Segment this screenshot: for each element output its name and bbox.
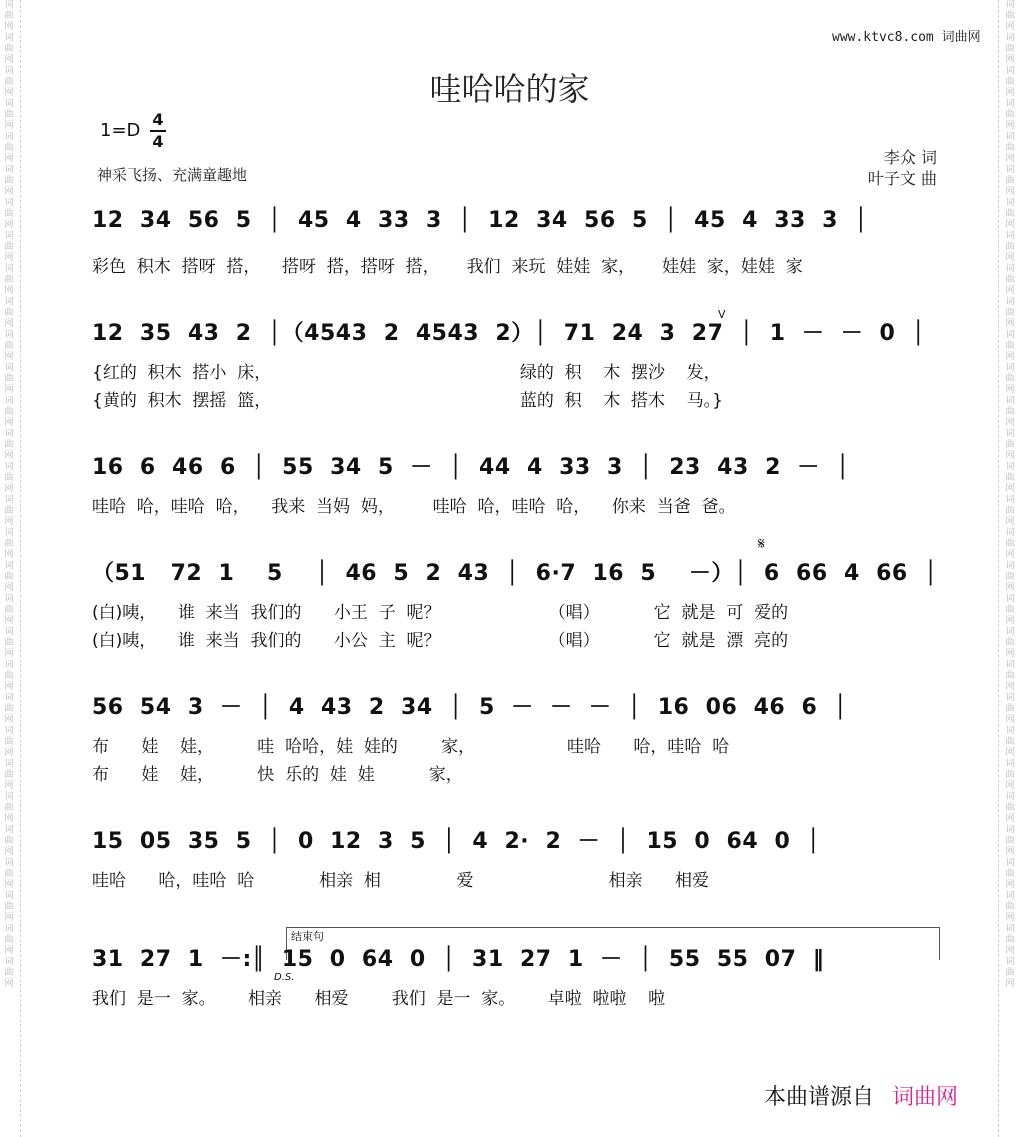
notation-line: 31 27 1 －:║ 15 0 64 0 │ 31 27 1 － │ 55 55 07 ‖ (92, 947, 825, 972)
right-watermark: 词曲网词曲网词曲网词曲网词曲网词曲网词曲网词曲网词曲网词曲网词曲网词曲网词曲网词曲网词曲网词曲网词曲网词曲网词曲网词曲网词曲网词曲网词曲网词曲网词曲网词曲网词曲网词曲网词曲网词曲网 (1005, 0, 1015, 989)
score-row-3 (0, 450, 1019, 530)
notation-line: 56 54 3 － │ 4 43 2 34 │ 5 － － － │ 16 06 46 6 │ (92, 695, 848, 720)
lyric-line-1: (白)咦， 谁 来当 我们的 小王 子 呢？ （唱） 它 就是 可 爱的 (92, 603, 789, 623)
notation-line: （51 72 1 5 │ 46 5 2 43 │ 6·7 16 5 －）│ 6 66 4 66 │ (92, 561, 938, 586)
notation-line: 12 35 43 2 │（4543 2 4543 2）│ 71 24 3 27 │ 1 － － 0 │ (92, 321, 926, 346)
time-signature-top: 4 (152, 110, 164, 129)
tempo-marking: 神采飞扬、充满童趣地 (97, 166, 248, 184)
time-signature-bottom: 4 (152, 132, 164, 151)
ending-label: 结束句 (291, 930, 324, 943)
breath-mark: V (718, 308, 726, 321)
source-label: 本曲谱源自 (764, 1085, 875, 1110)
score-row-1 (0, 208, 1019, 288)
source-footer (764, 1080, 958, 1111)
lyric-line-2: 布 娃 娃， 快 乐的 娃 娃 家， (92, 765, 463, 785)
site-header (832, 26, 981, 45)
site-name: 词曲网 (941, 30, 981, 45)
notation-line: 12 34 56 5 │ 45 4 33 3 │ 12 34 56 5 │ 45 4 33 3 │ (92, 208, 869, 233)
left-watermark: 词曲网词曲网词曲网词曲网词曲网词曲网词曲网词曲网词曲网词曲网词曲网词曲网词曲网词曲网词曲网词曲网词曲网词曲网词曲网词曲网词曲网词曲网词曲网词曲网词曲网词曲网词曲网词曲网词曲网词曲网 (4, 0, 14, 989)
score-row-5 (0, 690, 1019, 785)
source-link[interactable]: 词曲网 (892, 1085, 959, 1110)
score-row-7 (0, 942, 1019, 1022)
notation-line: 16 6 46 6 │ 55 34 5 － │ 44 4 33 3 │ 23 43 2 － │ (92, 455, 850, 480)
lyric-line: 彩色 积木 搭呀 搭， 搭呀 搭，搭呀 搭， 我们 来玩 娃娃 家， 娃娃 家，娃娃 家 (92, 257, 803, 277)
composer-credit: 叶子文 曲 (867, 169, 937, 188)
ds-mark: D.S. (274, 972, 295, 983)
key-signature: 1=D (100, 120, 141, 141)
site-url[interactable]: www.ktvc8.com (832, 30, 934, 45)
lyric-line-1: 布 娃 娃， 哇 哈哈，娃 娃的 家， 哇哈 哈，哇哈 哈 (92, 737, 730, 757)
lyricist-credit: 李众 词 (883, 148, 937, 167)
song-title: 哇哈哈的家 (429, 70, 590, 108)
score-row-4 (0, 534, 1019, 651)
time-signature (148, 110, 168, 152)
segno-mark: 𝄋 (758, 534, 765, 553)
lyric-line: 哇哈 哈，哇哈 哈， 我来 当妈 妈， 哇哈 哈，哇哈 哈， 你来 当爸 爸。 (92, 497, 736, 517)
lyric-line-1: {红的 积木 搭小 床， 绿的 积 木 摆沙 发， (92, 363, 721, 383)
lyric-line: 我们 是一 家。 相亲 相爱 我们 是一 家。 卓啦 啦啦 啦 (92, 989, 666, 1009)
lyric-line: 哇哈 哈，哇哈 哈 相亲 相 爱 相亲 相爱 (92, 871, 710, 891)
notation-line: 15 05 35 5 │ 0 12 3 5 │ 4 2· 2 － │ 15 0 64 0 │ (92, 829, 821, 854)
score-row-2 (0, 308, 1019, 411)
lyric-line-2: {黄的 积木 摆摇 篮， 蓝的 积 木 搭木 马。} (92, 391, 723, 411)
score-row-6 (0, 824, 1019, 904)
lyric-line-2: (白)咦， 谁 来当 我们的 小公 主 呢？ （唱） 它 就是 漂 亮的 (92, 631, 789, 651)
